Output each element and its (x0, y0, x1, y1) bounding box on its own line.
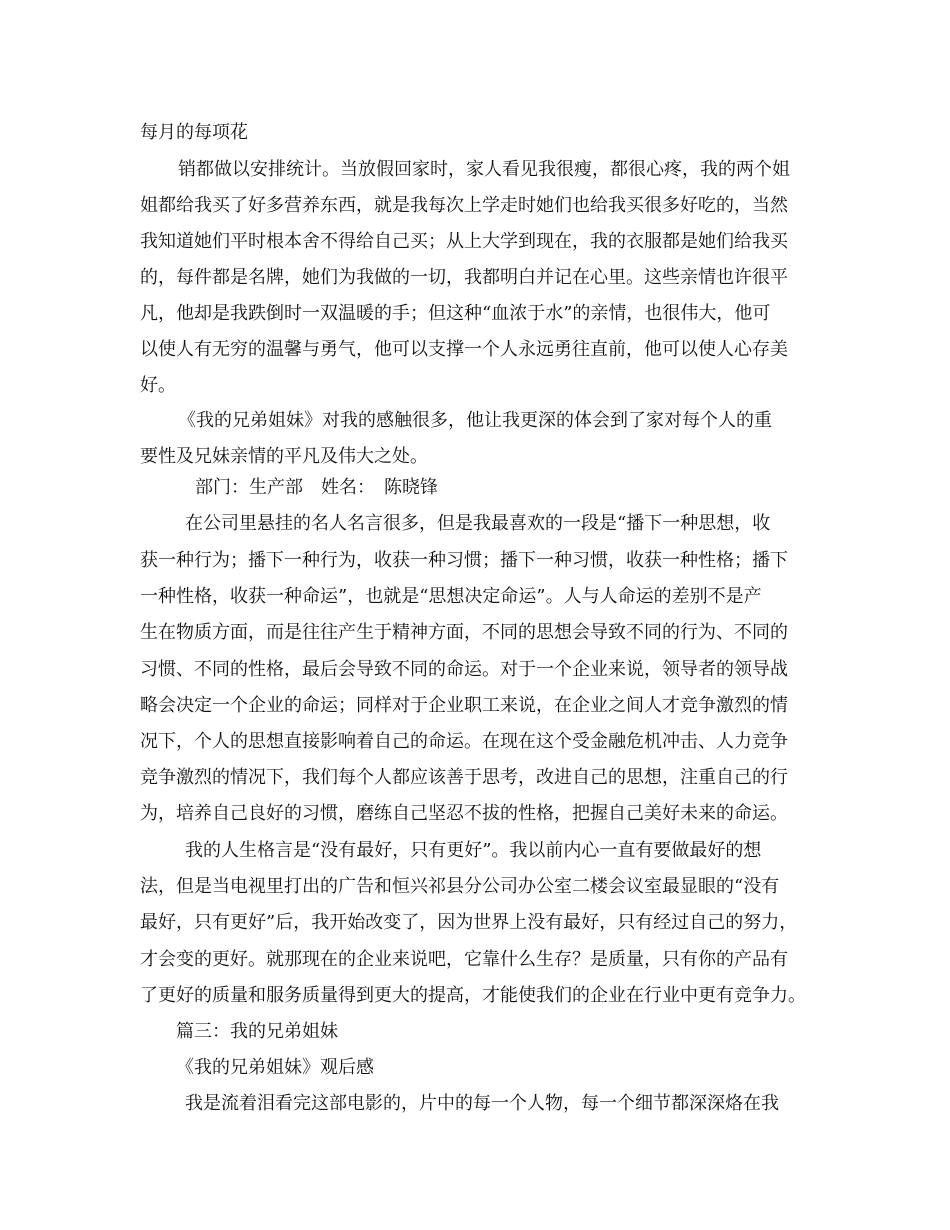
text-line: 习惯、不同的性格，最后会导致不同的命运。对于一个企业来说，领导者的领导战 (140, 659, 788, 680)
text-line: 我的人生格言是“没有最好，只有更好”。我以前内心一直有要做最好的想 (185, 840, 762, 861)
text-line: 的，每件都是名牌，她们为我做的一切，我都明白并记在心里。这些亲情也许很平 (140, 267, 788, 288)
text-line: 一种性格，收获一种命运”，也就是“思想决定命运”。人与人命运的差别不是产 (140, 586, 762, 607)
text-line: 为，培养自己良好的习惯，磨练自己坚忍不拔的性格，把握自己美好未来的命运。 (140, 803, 788, 824)
text-line: 要性及兄妹亲情的平凡及伟大之处。 (140, 446, 428, 467)
text-line: 我知道她们平时根本舍不得给自己买；从上大学到现在，我的衣服都是她们给我买 (140, 231, 788, 252)
text-line: 在公司里悬挂的名人名言很多，但是我最喜欢的一段是“播下一种思想，收 (185, 513, 771, 534)
text-line: 我是流着泪看完这部电影的，片中的每一个人物，每一个细节都深深烙在我 (185, 1093, 779, 1114)
text-line: 法，但是当电视里打出的广告和恒兴祁县分公司办公室二楼会议室最显眼的“没有 (140, 876, 780, 897)
text-line: 况下，个人的思想直接影响着自己的命运。在现在这个受金融危机冲击、人力竞争 (140, 731, 788, 752)
text-line: 才会变的更好。就那现在的企业来说吧，它靠什么生存？是质量，只有你的产品有 (140, 949, 788, 970)
department-line: 部门：生产部 姓名： 陈晓锋 (195, 477, 438, 498)
section-heading: 篇三：我的兄弟姐妹 (176, 1021, 338, 1042)
text-line: 销都做以安排统计。当放假回家时，家人看见我很瘦，都很心疼，我的两个姐 (178, 159, 790, 180)
text-line: 以使人有无穷的温馨与勇气，他可以支撑一个人永远勇往直前，他可以使人心存美 (140, 339, 788, 360)
text-line: 凡，他却是我跌倒时一双温暖的手；但这种“血浓于水”的亲情，也很伟大，他可 (140, 303, 771, 324)
article-title: 《我的兄弟姐妹》观后感 (176, 1057, 374, 1078)
text-line: 了更好的质量和服务质量得到更大的提高，才能使我们的企业在行业中更有竞争力。 (140, 985, 806, 1006)
text-line: 每月的每项花 (140, 122, 248, 143)
text-line: 生在物质方面，而是往往产生于精神方面，不同的思想会导致不同的行为、不同的 (140, 622, 788, 643)
text-line: 好。 (140, 375, 176, 396)
text-line: 最好，只有更好”后，我开始改变了，因为世界上没有最好，只有经过自己的努力， (140, 912, 798, 933)
text-line: 略会决定一个企业的命运；同样对于企业职工来说，在企业之间人才竞争激烈的情 (140, 695, 788, 716)
text-line: 竞争激烈的情况下，我们每个人都应该善于思考，改进自己的思想，注重自己的行 (140, 767, 788, 788)
text-line: 《我的兄弟姐妹》对我的感触很多，他让我更深的体会到了家对每个人的重 (178, 410, 772, 431)
text-line: 获一种行为；播下一种行为，收获一种习惯；播下一种习惯，收获一种性格；播下 (140, 550, 788, 571)
text-line: 姐都给我买了好多营养东西，就是我每次上学走时她们也给我买很多好吃的，当然 (140, 195, 788, 216)
